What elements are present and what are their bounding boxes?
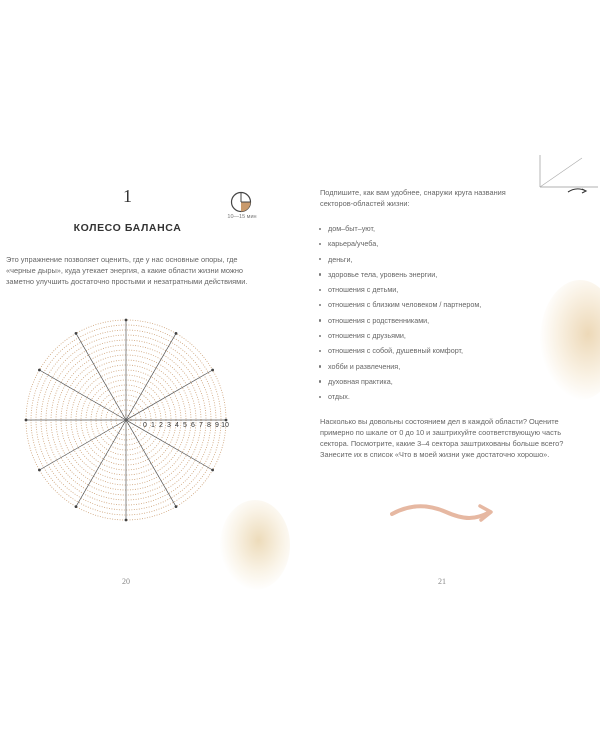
wheel-spoke [76, 333, 126, 420]
right-page [300, 0, 600, 750]
scale-label: 1 [151, 422, 155, 429]
life-areas-list [318, 221, 538, 405]
wheel-spoke [76, 420, 126, 507]
instructions-intro: Подпишите, как вам удобнее, снаружи круга названия секторов-областей жизни: [320, 188, 506, 208]
spoke-end-dot [75, 505, 78, 508]
wheel-spoke [39, 420, 126, 470]
timer-label: 10—15 мин [227, 214, 257, 220]
exercise-intro: Это упражнение позволяет оценить, где у нас основные опоры, где «черные дыры», куда утекает энергия, а какие области жизни можно заметно улучшить достаточно простыми и незатратными действиями. [6, 255, 248, 287]
page-number-right: 21 [438, 577, 446, 586]
scale-label: 0 [143, 422, 147, 429]
timer-icon [230, 191, 252, 213]
scale-label: 9 [215, 422, 219, 429]
wheel-spoke [39, 370, 126, 420]
scale-label: 7 [199, 422, 203, 429]
spoke-end-dot [38, 369, 41, 372]
balance-wheel [20, 314, 232, 526]
spoke-end-dot [225, 419, 228, 422]
life-area-item: карьера/учеба, [318, 236, 538, 251]
watercolor-stain [540, 280, 600, 400]
scale-label: 8 [207, 422, 211, 429]
life-area-item: духовная практика, [318, 374, 538, 389]
wheel-spoke [126, 420, 176, 507]
life-area-item: отдых. [318, 389, 538, 404]
scale-label: 5 [183, 422, 187, 429]
exercise-title: КОЛЕСО БАЛАНСА [73, 222, 182, 234]
spoke-end-dot [211, 469, 214, 472]
spoke-end-dot [38, 469, 41, 472]
page-number-left: 20 [122, 577, 130, 586]
life-area-item: отношения с близким человеком / партнером, [318, 297, 538, 312]
decorative-arrow [390, 500, 495, 530]
spoke-end-dot [175, 332, 178, 335]
spoke-end-dot [125, 519, 128, 522]
life-area-item: хобби и развлечения, [318, 359, 538, 374]
life-area-item: отношения с друзьями, [318, 328, 538, 343]
wheel-spoke [126, 370, 213, 420]
spoke-end-dot [211, 369, 214, 372]
wheel-spoke [126, 333, 176, 420]
scale-label: 4 [175, 422, 179, 429]
life-area-item: отношения с родственниками, [318, 313, 538, 328]
exercise-number: 1 [123, 186, 132, 206]
corner-axes-decoration [532, 150, 600, 200]
scale-label: 2 [159, 422, 163, 429]
scale-label: 3 [167, 422, 171, 429]
life-area-item: отношения с собой, душевный комфорт, [318, 343, 538, 358]
spoke-end-dot [75, 332, 78, 335]
scale-label: 6 [191, 422, 195, 429]
instructions-question: Насколько вы довольны состоянием дел в каждой области? Оцените примерно по шкале от 0 до 10 и заштрихуйте соответствующую часть сектора. Посмотрите, какие 3–4 сектора заштрихованы больше всего? Занесите их в список «Что в моей жизни уже достаточно хорошо». [320, 417, 564, 459]
life-area-item: дом–быт–уют, [318, 221, 538, 236]
life-area-item: отношения с детьми, [318, 282, 538, 297]
spoke-end-dot [125, 319, 128, 322]
spoke-end-dot [175, 505, 178, 508]
scale-label: 10 [221, 422, 229, 429]
spoke-end-dot [25, 419, 28, 422]
life-area-item: деньги, [318, 252, 538, 267]
life-area-item: здоровье тела, уровень энергии, [318, 267, 538, 282]
